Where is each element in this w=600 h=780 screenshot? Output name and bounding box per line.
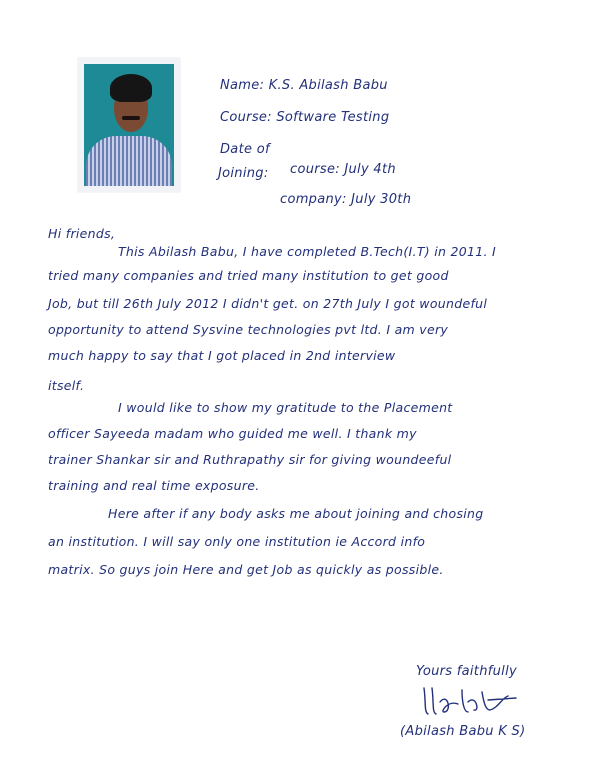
letter-line: Job, but till 26th July 2012 I didn't get. on 27th July I got woundeful bbox=[48, 296, 488, 311]
letter-line: I would like to show my gratitude to the Placement bbox=[118, 400, 453, 415]
letter-line: officer Sayeeda madam who guided me well. I thank my bbox=[48, 426, 417, 441]
photo-frame bbox=[78, 58, 180, 192]
name-row bbox=[220, 78, 388, 93]
doj-course-row bbox=[290, 162, 396, 177]
letter-line: much happy to say that I got placed in 2nd interview bbox=[48, 348, 396, 363]
course-row bbox=[220, 110, 389, 125]
course-label: Course: bbox=[220, 110, 272, 125]
greeting: Hi friends, bbox=[48, 226, 116, 241]
doj-company-row bbox=[280, 192, 411, 207]
photo-hair bbox=[110, 74, 152, 102]
letter-line: itself. bbox=[48, 378, 85, 393]
doj-course-value: July 4th bbox=[344, 162, 396, 177]
name-label: Name: bbox=[220, 78, 265, 93]
letter-line: opportunity to attend Sysvine technologies pvt ltd. I am very bbox=[48, 322, 449, 337]
passport-photo bbox=[84, 64, 174, 186]
letter-line: an institution. I will say only one institution ie Accord info bbox=[48, 534, 426, 549]
letter-line: Here after if any body asks me about joining and chosing bbox=[108, 506, 484, 521]
doj-company-value: July 30th bbox=[351, 192, 412, 207]
doj-course-label: course: bbox=[290, 162, 340, 177]
signature-icon bbox=[418, 682, 528, 718]
doj-label-1: Date of bbox=[220, 142, 270, 157]
letter-line: tried many companies and tried many institution to get good bbox=[48, 268, 449, 283]
doj-company-label: company: bbox=[280, 192, 347, 207]
doj-label-2: Joining: bbox=[218, 166, 269, 181]
photo-shirt bbox=[86, 136, 172, 186]
course-value: Software Testing bbox=[276, 110, 390, 125]
letter-line: trainer Shankar sir and Ruthrapathy sir for giving woundeeful bbox=[48, 452, 452, 467]
letter-line: This Abilash Babu, I have completed B.Tech(I.T) in 2011. I bbox=[118, 244, 497, 259]
name-value: K.S. Abilash Babu bbox=[268, 78, 388, 93]
photo-mustache bbox=[122, 116, 140, 120]
signed-name: (Abilash Babu K S) bbox=[400, 724, 526, 739]
letter-line: training and real time exposure. bbox=[48, 478, 260, 493]
letter-line: matrix. So guys join Here and get Job as quickly as possible. bbox=[48, 562, 444, 577]
valediction: Yours faithfully bbox=[416, 664, 517, 679]
